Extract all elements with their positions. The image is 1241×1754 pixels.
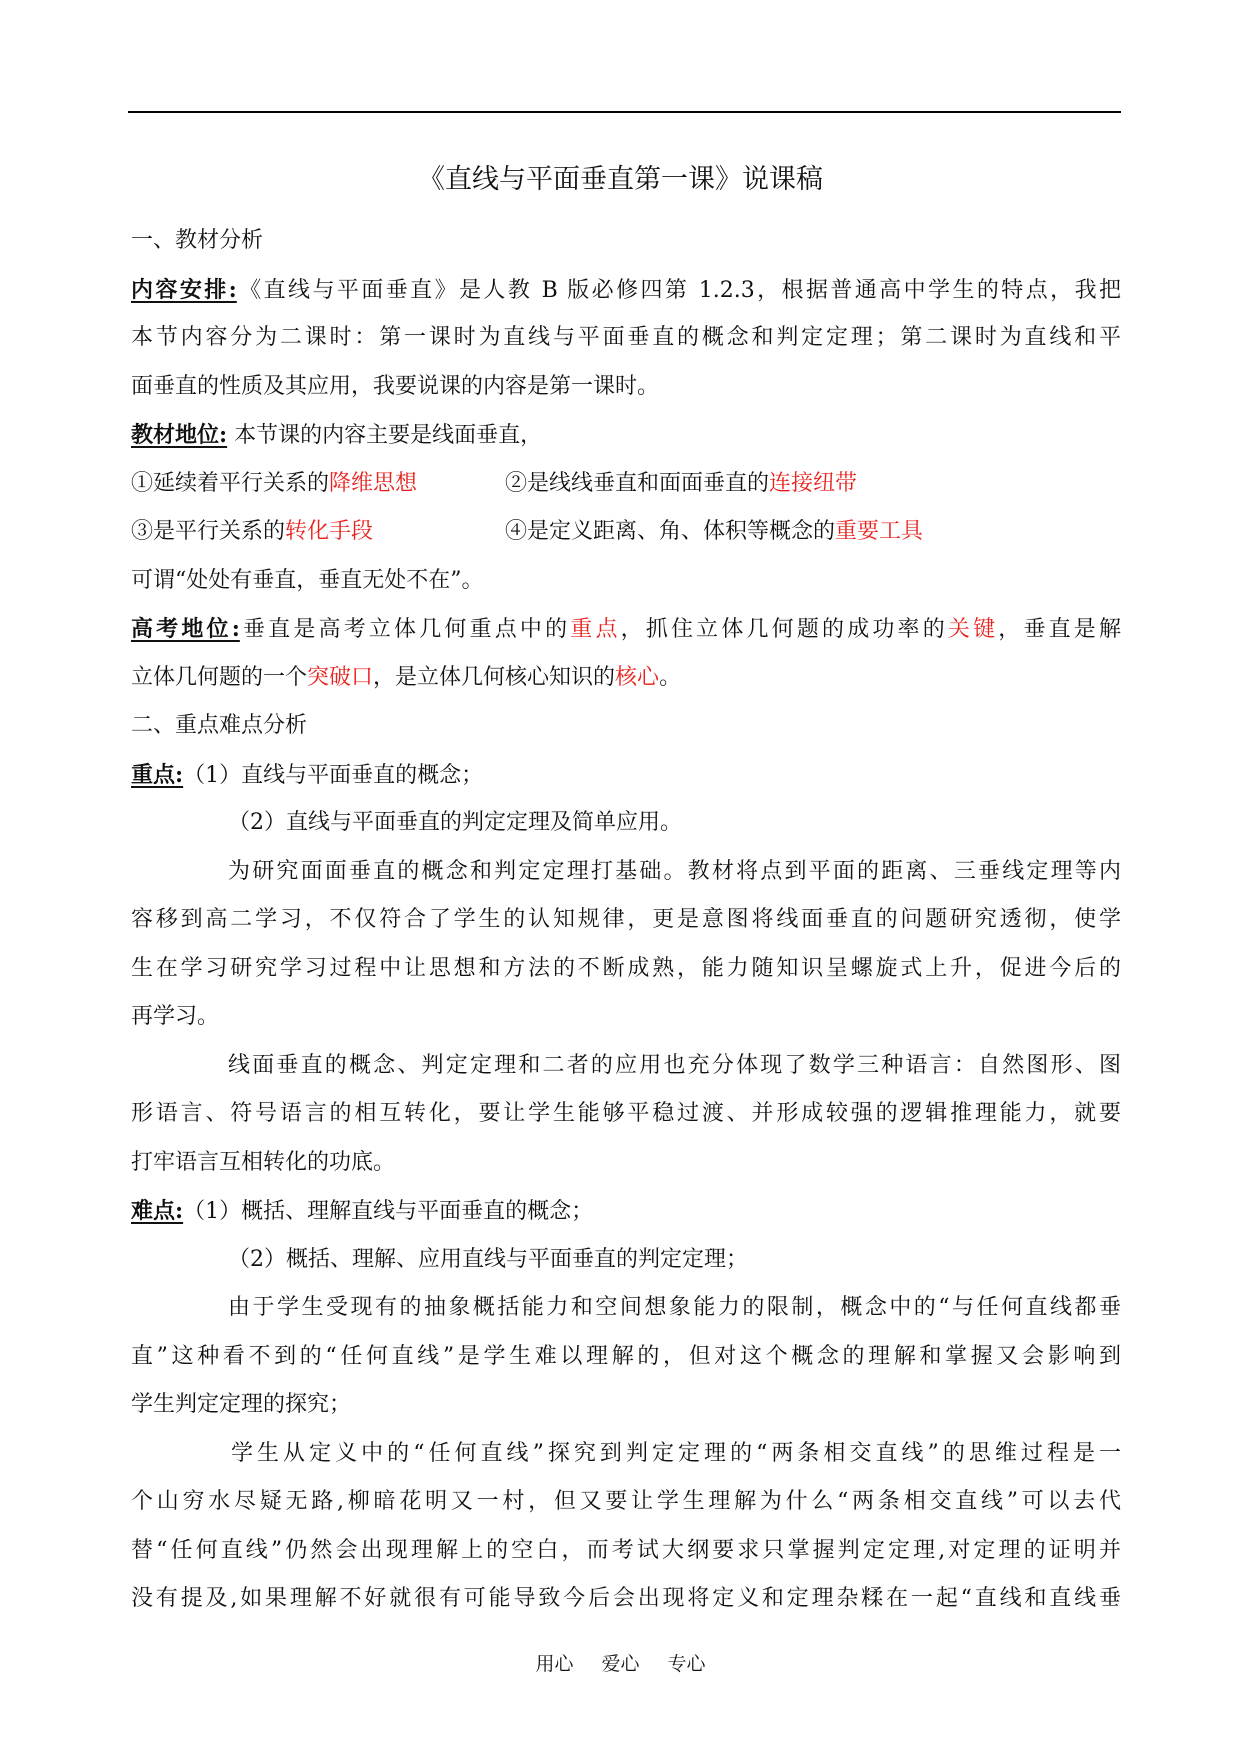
header-rule — [128, 111, 1121, 113]
para2-line-1: 线面垂直的概念、判定定理和二者的应用也充分体现了数学三种语言：自然图形、图 — [228, 1052, 1121, 1078]
position-item-1-highlight: 降维思想 — [329, 470, 418, 496]
saying-line: 可谓“处处有垂直，垂直无处不在”。 — [131, 567, 484, 593]
exam-text-1c: ，抓住立体几何题的成功率的 — [620, 617, 948, 642]
position-items-row-1 — [131, 460, 1121, 509]
para1-line-3: 生在学习研究学习过程中让思想和方法的不断成熟，能力随知识呈螺旋式上升，促进今后的 — [131, 955, 1121, 981]
textbook-position-label: 教材地位: — [131, 422, 228, 448]
position-item-4-text: ④是定义距离、角、体积等概念的 — [505, 519, 836, 544]
exam-text-1a: 垂直是高考立体几何重点中的 — [239, 617, 571, 642]
footer-text-1: 用心 — [535, 1653, 574, 1675]
page-footer — [0, 1651, 1241, 1677]
difficulty-line-1 — [131, 1187, 1121, 1236]
position-item-3-text: ③是平行关系的 — [131, 519, 286, 544]
para3-line-1: 由于学生受现有的抽象概括能力和空间想象能力的限制，概念中的“与任何直线都垂 — [228, 1295, 1121, 1320]
position-item-1-text: ①延续着平行关系的 — [131, 470, 330, 496]
exam-position-line-1 — [131, 605, 1121, 654]
section-heading-2: 二、重点难点分析 — [131, 713, 308, 738]
para3-line-2: 直”这种看不到的“任何直线”是学生难以理解的，但对这个概念的理解和掌握又会影响到 — [131, 1343, 1121, 1369]
para1-line-4: 再学习。 — [131, 1004, 220, 1029]
key-point-line-2: （2）直线与平面垂直的判定定理及简单应用。 — [228, 810, 682, 835]
para4-line-1: 学生从定义中的“任何直线”探究到判定定理的“两条相交直线”的思维过程是一 — [231, 1440, 1121, 1466]
exam-highlight-2b: 突破口 — [307, 664, 374, 690]
para2-line-3: 打牢语言互相转化的功底。 — [131, 1149, 396, 1175]
key-point-line-1 — [131, 751, 1121, 800]
content-arrangement-line-1 — [131, 266, 1121, 315]
para3-line-3: 学生判定定理的探究； — [131, 1392, 352, 1417]
para1-line-1: 为研究面面垂直的概念和判定定理打基础。教材将点到平面的距离、三垂线定理等内 — [228, 858, 1121, 884]
position-item-4 — [505, 508, 923, 557]
position-item-2-text: ②是线线垂直和面面垂直的 — [505, 470, 770, 496]
difficulty-line-2: （2）概括、理解、应用直线与平面垂直的判定定理； — [228, 1246, 748, 1272]
para4-line-3: 替“任何直线”仍然会出现理解上的空白，而考试大纲要求只掌握判定定理,对定理的证明并 — [131, 1537, 1121, 1563]
key-point-label: 重点: — [131, 761, 184, 788]
exam-text-2c: ，是立体几何核心知识的 — [373, 664, 616, 690]
exam-highlight-2d: 核心 — [615, 664, 660, 690]
exam-position-label: 高考地位: — [131, 616, 240, 642]
para4-line-4: 没有提及,如果理解不好就很有可能导致今后会出现将定义和定理杂糅在一起“直线和直线垂 — [131, 1586, 1121, 1611]
position-item-1 — [131, 471, 417, 496]
footer-text-3: 专心 — [667, 1653, 706, 1675]
difficulty-item-1: （1）概括、理解直线与平面垂直的概念； — [183, 1199, 594, 1224]
textbook-position-text: 本节课的内容主要是线面垂直， — [227, 423, 543, 448]
key-point-item-1: （1）直线与平面垂直的概念； — [183, 762, 484, 788]
textbook-position-line — [131, 411, 1121, 460]
content-arrangement-line-3: 面垂直的性质及其应用，我要说课的内容是第一课时。 — [131, 373, 660, 399]
page-title: 《直线与平面垂直第一课》说课稿 — [418, 164, 823, 195]
section-heading-1: 一、教材分析 — [131, 228, 264, 253]
exam-highlight-1d: 关键 — [947, 617, 999, 642]
document-body — [131, 217, 1121, 1624]
exam-text-2a: 立体几何题的一个 — [131, 664, 308, 690]
position-item-3-highlight: 转化手段 — [285, 519, 374, 544]
content-arrangement-label: 内容安排: — [131, 276, 237, 303]
exam-text-1e: ，垂直是解 — [998, 617, 1121, 642]
position-item-3 — [131, 519, 373, 544]
content-arrangement-line-2: 本节内容分为二课时：第一课时为直线与平面垂直的概念和判定定理；第二课时为直线和平 — [131, 325, 1121, 350]
para2-line-2: 形语言、符号语言的相互转化，要让学生能够平稳过渡、并形成较强的逻辑推理能力，就要 — [131, 1101, 1121, 1126]
content-arrangement-text-1: 《直线与平面垂直》是人教 B 版必修四第 1.2.3，根据普通高中学生的特点，我把 — [236, 277, 1121, 303]
exam-text-2e: 。 — [659, 664, 682, 690]
footer-text-2: 爱心 — [601, 1653, 640, 1675]
position-item-4-highlight: 重要工具 — [835, 519, 924, 544]
position-items-row-2 — [131, 508, 1121, 557]
position-item-2 — [505, 460, 857, 509]
para4-line-2: 个山穷水尽疑无路,柳暗花明又一村，但又要让学生理解为什么“两条相交直线”可以去代 — [131, 1489, 1121, 1514]
position-item-2-highlight: 连接纽带 — [769, 470, 858, 496]
exam-highlight-1b: 重点 — [570, 617, 621, 642]
para1-line-2: 容移到高二学习，不仅符合了学生的认知规律，更是意图将线面垂直的问题研究透彻，使学 — [131, 907, 1121, 932]
exam-position-line-2 — [131, 654, 1121, 703]
difficulty-label: 难点: — [131, 1198, 184, 1224]
